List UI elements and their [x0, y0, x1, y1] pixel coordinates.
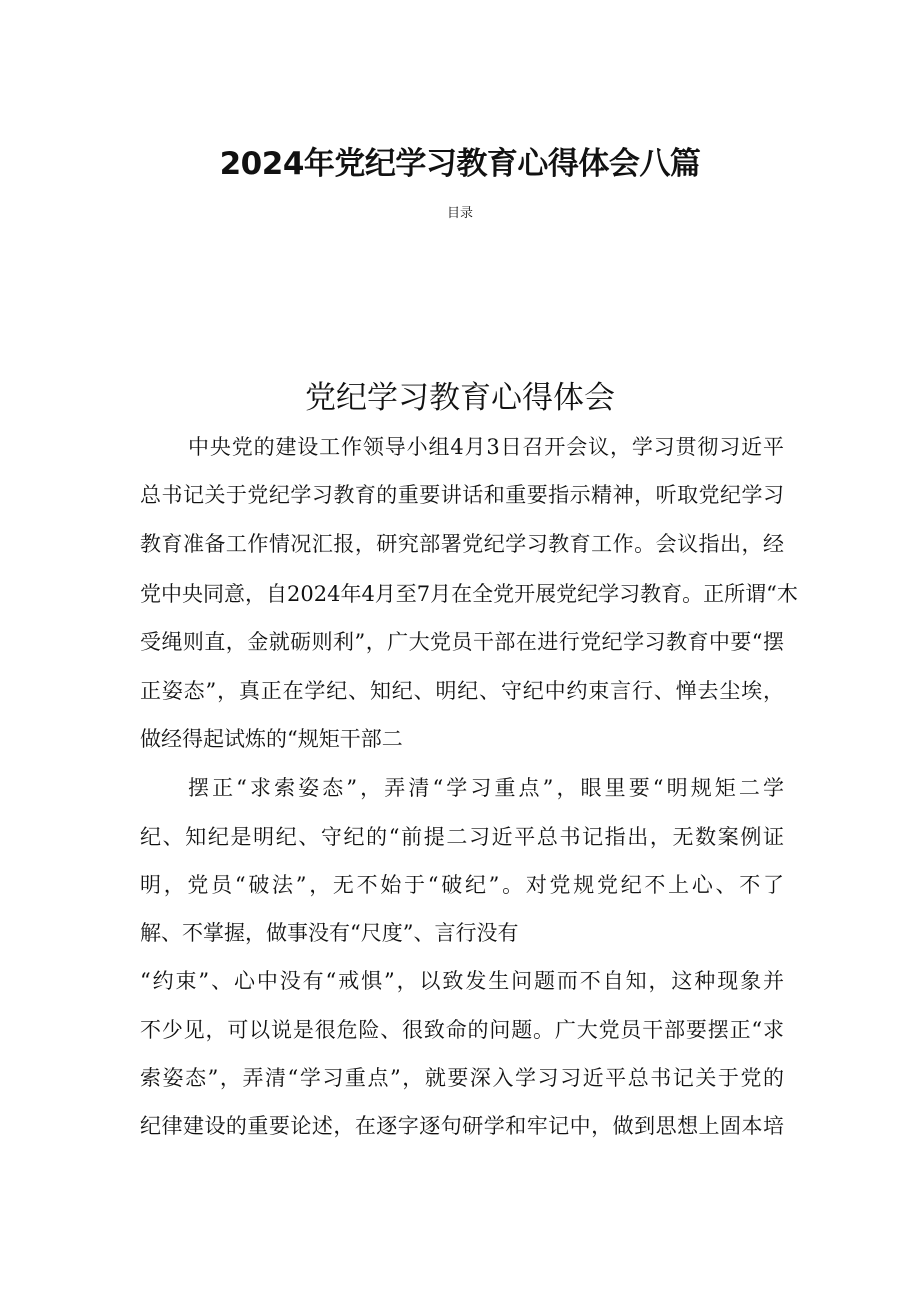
document-title: 2024年党纪学习教育心得体会八篇 [219, 146, 701, 182]
body-line: 不少见，可以说是很危险、很致命的问题。广大党员干部要摆正“求 [140, 1018, 784, 1042]
body-line: 解、不掌握，做事没有“尺度”、言行没有 [140, 921, 519, 945]
body-line: 中央党的建设工作领导小组4月3日召开会议，学习贯彻习近平 [188, 435, 784, 459]
body-line: 明，党员“破法”，无不始于“破纪”。对党规党纪不上心、不了 [140, 873, 784, 897]
toc-label: 目录 [446, 206, 473, 221]
body-line: 纪律建设的重要论述，在逐字逐句研学和牢记中，做到思想上固本培 [140, 1114, 784, 1138]
body-line: 做经得起试炼的“规矩干部二 [140, 727, 403, 751]
body-line: 纪、知纪是明纪、守纪的“前提二习近平总书记指出，无数案例证 [140, 825, 784, 849]
body-line: 索姿态”，弄清“学习重点”，就要深入学习习近平总书记关于党的 [140, 1066, 784, 1090]
body-line: 摆正“求索姿态”，弄清“学习重点”，眼里要“明规矩二学 [188, 776, 784, 800]
body-line: 教育准备工作情况汇报，研究部署党纪学习教育工作。会议指出，经 [140, 532, 784, 556]
body-line: 正姿态”，真正在学纪、知纪、明纪、守纪中约束言行、惮去尘埃， [140, 679, 784, 703]
article-title: 党纪学习教育心得体会 [305, 380, 615, 416]
body-line: 受绳则直，金就砺则利”，广大党员干部在进行党纪学习教育中要“摆 [140, 630, 784, 654]
body-line: “约束”、心中没有“戒惧”，以致发生问题而不自知，这种现象并 [140, 969, 784, 993]
body-line: 总书记关于党纪学习教育的重要讲话和重要指示精神，听取党纪学习 [140, 483, 784, 507]
body-line: 党中央同意，自2024年4月至7月在全党开展党纪学习教育。正所谓“木 [140, 582, 798, 606]
